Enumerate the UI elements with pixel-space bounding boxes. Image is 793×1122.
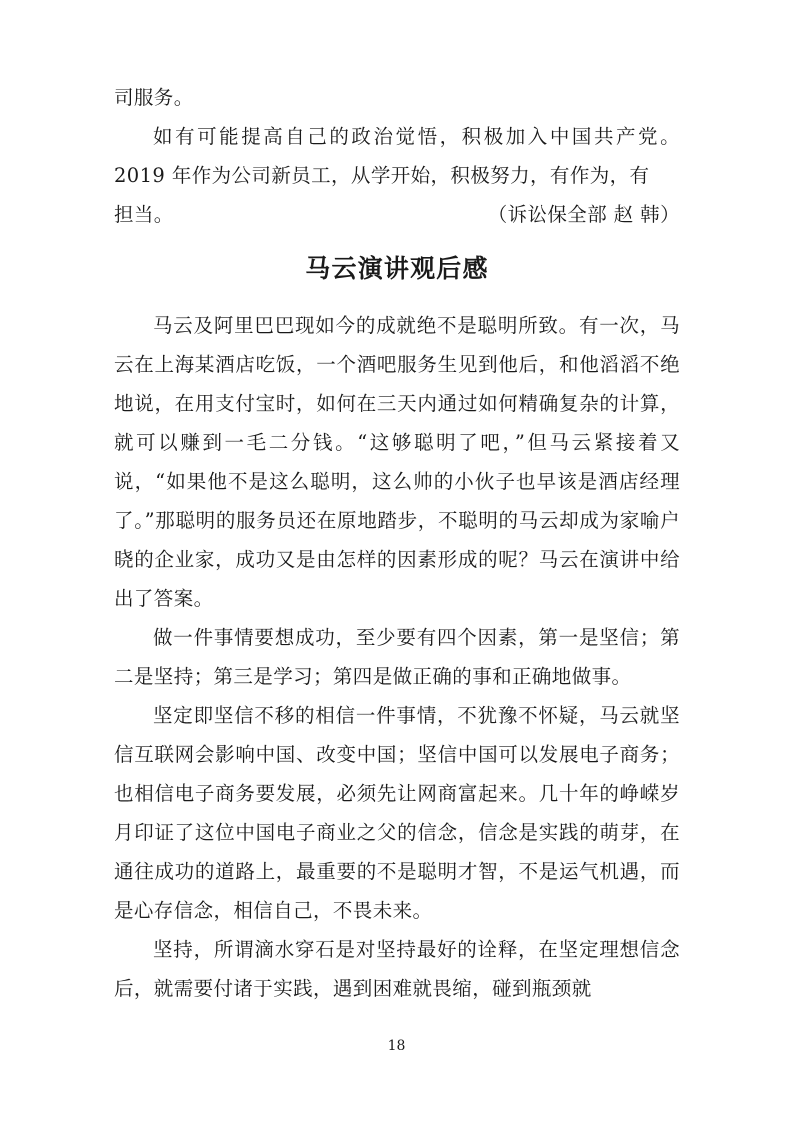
author-signature: （诉讼保全部 赵 韩） [487,203,680,226]
paragraph-political-awareness: 如有可能提高自己的政治觉悟，积极加入中国共产党。2019 年作为公司新员工，从学开始，积极努力，有作为，有 [114,125,680,187]
paragraph-four-factors: 做一件事情要想成功，至少要有四个因素，第一是坚信；第二是坚持；第三是学习；第四是做正确的事和正确地做事。 [114,626,680,688]
paragraph-ma-yun-story: 马云及阿里巴巴现如今的成就绝不是聪明所致。有一次，马云在上海某酒店吃饭，一个酒吧服务生见到他后，和他滔滔不绝地说，在用支付宝时，如何在三天内通过如何精确复杂的计算，就可以赚到一毛二分钱。“这够聪明了吧，”但马云紧接着又说，“如果他不是这么聪明，这么帅的小伙子也早该是酒店经理了。”那聪明的服务员还在原地踏步，不聪明的马云却成为家喻户晓的企业家，成功又是由怎样的因素形成的呢？马云在演讲中给出了答案。 [114,314,680,610]
section-heading: 马云演讲观后感 [305,254,489,283]
paragraph-signature-row [114,195,680,234]
paragraph-persistence: 坚持，所谓滴水穿石是对坚持最好的诠释，在坚定理想信念后，就需要付诸于实践，遇到困难就畏缩，碰到瓶颈就 [114,938,680,1000]
page-number: 18 [387,1038,406,1054]
document-body [114,78,680,1008]
paragraph-tail-text: 担当。 [114,203,174,226]
paragraph-conviction: 坚定即坚信不移的相信一件事情，不犹豫不怀疑，马云就坚信互联网会影响中国、改变中国；坚信中国可以发展电子商务；也相信电子商务要发展，必须先让网商富起来。几十年的峥嵘岁月印证了这位中国电子商业之父的信念，信念是实践的萌芽，在通往成功的道路上，最重要的不是聪明才智，不是运气机遇，而是心存信念，相信自己，不畏未来。 [114,704,680,922]
paragraph-continued: 司服务。 [114,86,194,109]
